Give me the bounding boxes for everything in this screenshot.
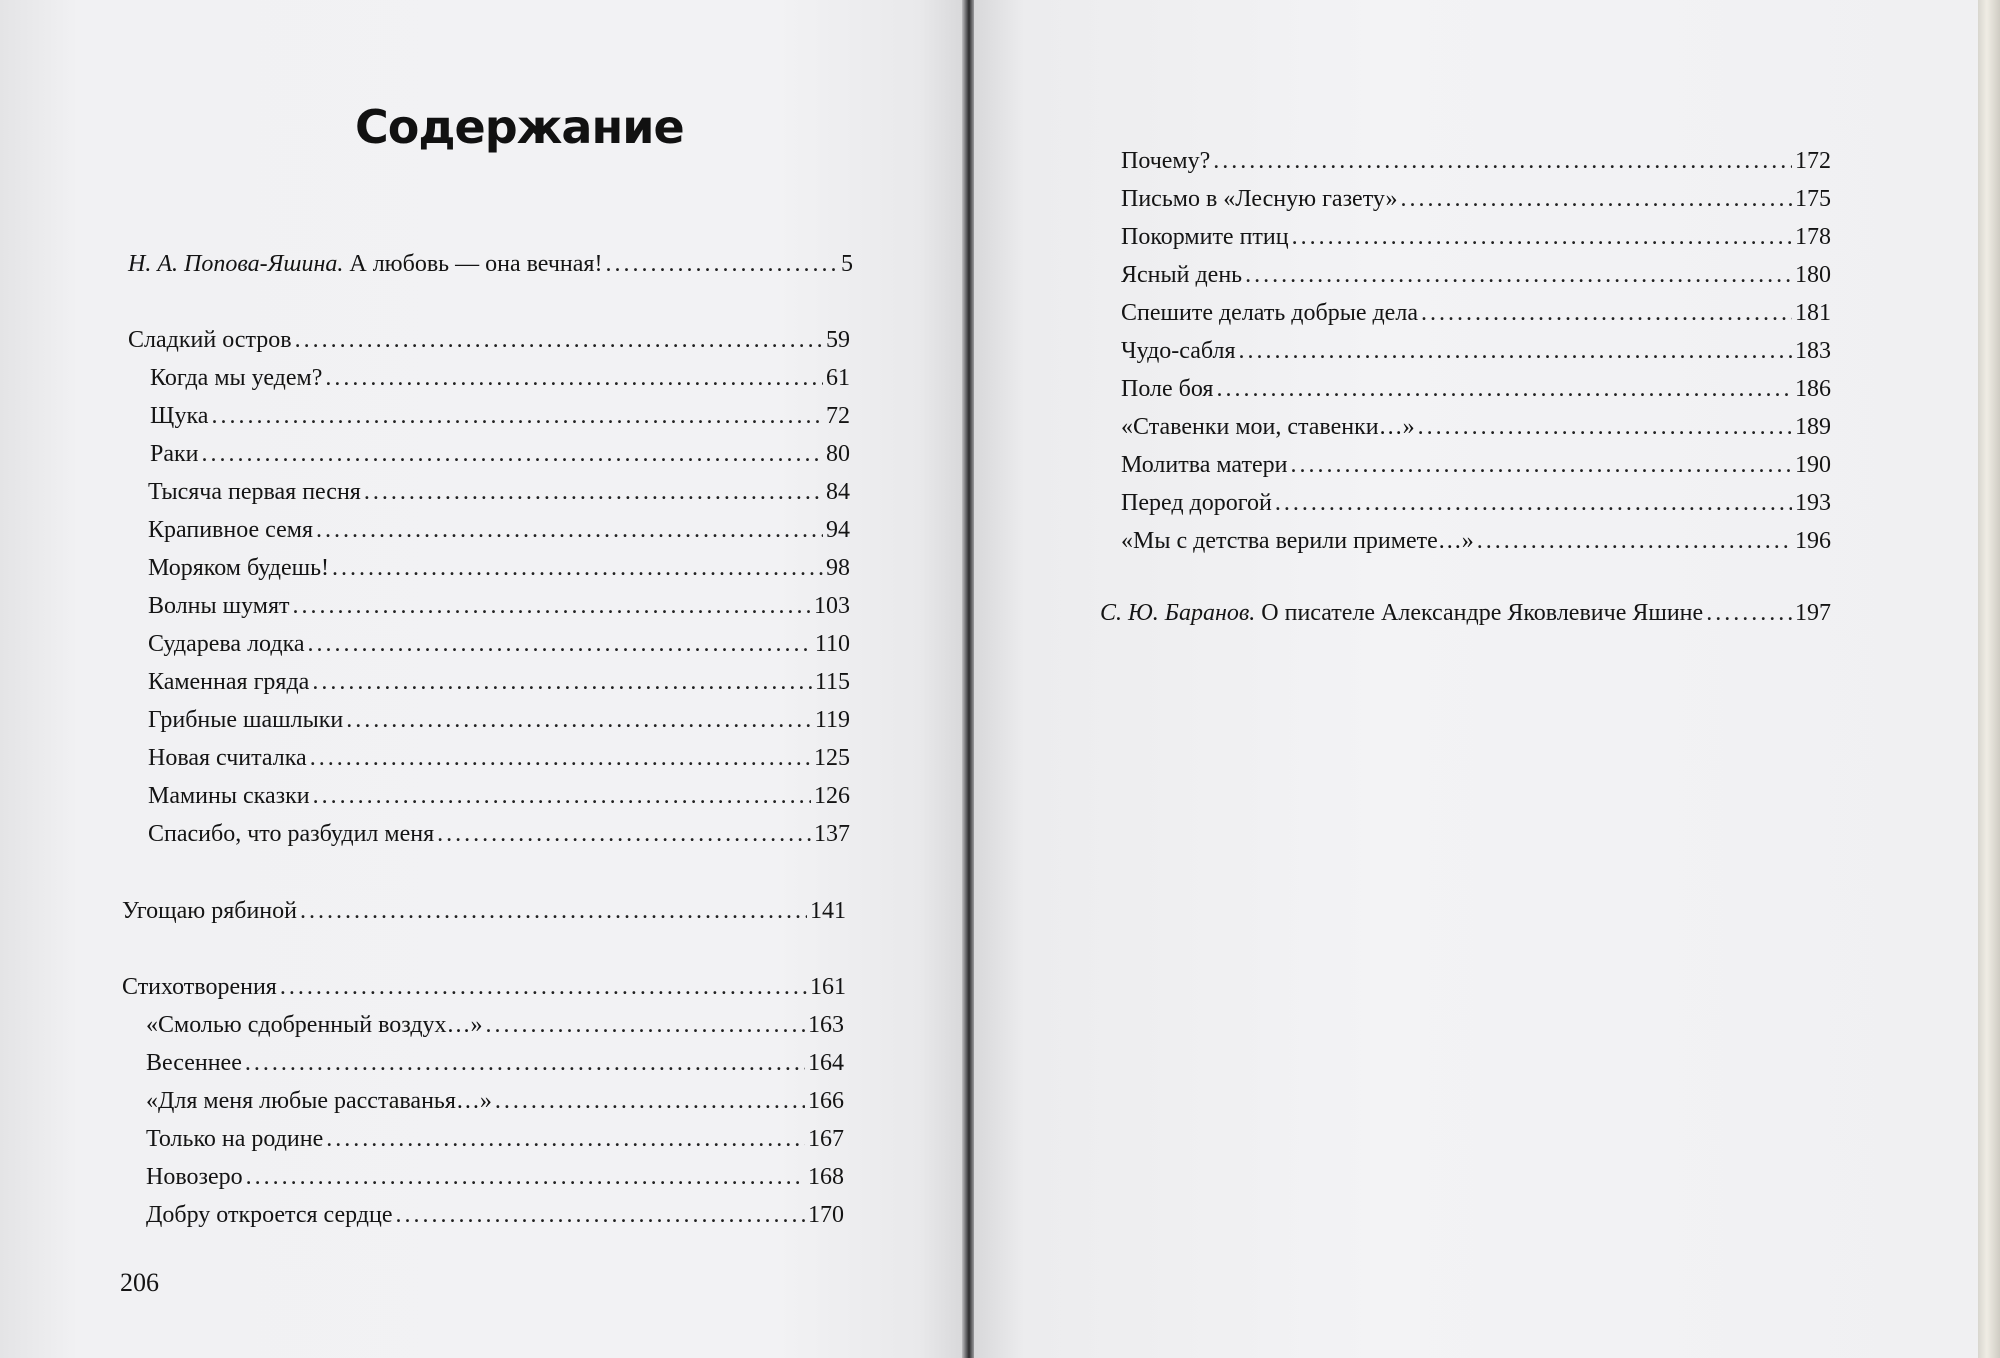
leader-dots xyxy=(300,896,807,926)
toc-entry-page: 193 xyxy=(1795,490,1831,516)
toc-entry-author: С. Ю. Баранов. xyxy=(1100,600,1256,626)
toc-entry xyxy=(1121,526,1831,556)
leader-dots xyxy=(211,401,823,431)
leader-dots xyxy=(1216,374,1792,404)
toc-entry-page: 103 xyxy=(814,593,850,619)
toc-entry xyxy=(146,1162,844,1192)
leader-dots xyxy=(437,819,811,849)
toc-entry-page: 72 xyxy=(826,403,850,429)
toc-entry-title: Когда мы уедем? xyxy=(150,365,323,391)
toc-entry-page: 163 xyxy=(808,1012,844,1038)
toc-entry-title: Поле боя xyxy=(1121,376,1214,402)
toc-entry-title: Сладкий остров xyxy=(128,327,292,353)
toc-entry xyxy=(128,249,853,279)
toc-entry-page: 197 xyxy=(1795,600,1831,626)
toc-entry-page: 161 xyxy=(810,974,846,1000)
leader-dots xyxy=(308,629,812,659)
toc-entry-page: 186 xyxy=(1795,376,1831,402)
toc-entry xyxy=(1121,412,1831,442)
leader-dots xyxy=(1292,222,1792,252)
leader-dots xyxy=(1290,450,1792,480)
toc-entry-title: Крапивное семя xyxy=(148,517,313,543)
toc-entry-title: Волны шумят xyxy=(148,593,290,619)
leader-dots xyxy=(495,1086,805,1116)
toc-entry-title: Каменная гряда xyxy=(148,669,310,695)
toc-entry xyxy=(1121,488,1831,518)
toc-entry-title: Сударева лодка xyxy=(148,631,305,657)
leader-dots xyxy=(312,667,812,697)
toc-entry-page: 126 xyxy=(814,783,850,809)
page-number: 206 xyxy=(120,1268,159,1297)
toc-entry xyxy=(1121,450,1831,480)
toc-entry-title: Почему? xyxy=(1121,148,1211,174)
toc-entry-title: Ясный день xyxy=(1121,262,1243,288)
leader-dots xyxy=(310,743,811,773)
toc-entry-title: Спешите делать добрые дела xyxy=(1121,300,1418,326)
toc-entry-page: 110 xyxy=(814,631,850,657)
toc-entry-title: «Мы с детства верили примете…» xyxy=(1121,528,1474,554)
toc-entry xyxy=(148,553,850,583)
toc-entry xyxy=(1121,260,1831,290)
page-title: Содержание xyxy=(355,100,684,154)
toc-entry xyxy=(148,705,850,735)
toc-entry xyxy=(150,401,850,431)
toc-entry-title: А любовь — она вечная! xyxy=(343,251,603,277)
toc-entry xyxy=(148,515,850,545)
leader-dots xyxy=(316,515,823,545)
leader-dots xyxy=(1239,336,1792,366)
toc-entry-page: 180 xyxy=(1795,262,1831,288)
toc-entry-title: Чудо-сабля xyxy=(1121,338,1236,364)
toc-entry-page: 168 xyxy=(808,1164,844,1190)
toc-entry xyxy=(148,667,850,697)
toc-entry xyxy=(148,819,850,849)
toc-entry-page: 175 xyxy=(1795,186,1831,212)
toc-entry xyxy=(146,1200,844,1230)
leader-dots xyxy=(332,553,823,583)
toc-entry-title: Покормите птиц xyxy=(1121,224,1289,250)
toc-entry-page: 119 xyxy=(814,707,850,733)
toc-entry xyxy=(1100,598,1831,628)
leader-dots xyxy=(346,705,812,735)
toc-entry xyxy=(146,1010,844,1040)
toc-entry-title: Молитва матери xyxy=(1121,452,1288,478)
toc-entry-title: «Ставенки мои, ставенки…» xyxy=(1121,414,1415,440)
right-page xyxy=(974,0,1978,1358)
toc-entry-title: Тысяча первая песня xyxy=(148,479,361,505)
toc-entry-title: О писателе Александре Яковлевиче Яшине xyxy=(1255,600,1704,626)
toc-entry-page: 59 xyxy=(826,327,850,353)
toc-entry xyxy=(148,629,850,659)
toc-entry xyxy=(148,781,850,811)
toc-entry xyxy=(122,972,846,1002)
toc-entry xyxy=(148,591,850,621)
toc-entry-page: 190 xyxy=(1795,452,1831,478)
toc-entry-title: Грибные шашлыки xyxy=(148,707,344,733)
toc-entry-title: Весеннее xyxy=(146,1050,242,1076)
toc-entry-author: Н. А. Попова-Яшина. xyxy=(128,251,344,277)
toc-entry-page: 167 xyxy=(808,1126,844,1152)
toc-entry-title: Спасибо, что разбудил меня xyxy=(148,821,435,847)
toc-entry xyxy=(128,325,850,355)
leader-dots xyxy=(325,363,823,393)
leader-dots xyxy=(396,1200,805,1230)
book-edge xyxy=(1978,0,2000,1358)
toc-entry-page: 115 xyxy=(814,669,850,695)
toc-entry-title: Письмо в «Лесную газету» xyxy=(1121,186,1398,212)
toc-entry-page: 94 xyxy=(826,517,850,543)
toc-entry-page: 189 xyxy=(1795,414,1831,440)
toc-entry-title: Щука xyxy=(150,403,209,429)
leader-dots xyxy=(280,972,807,1002)
toc-entry xyxy=(1121,184,1831,214)
leader-dots xyxy=(1706,598,1792,628)
toc-entry-title: Только на родине xyxy=(146,1126,324,1152)
toc-entry-title: Стихотворения xyxy=(122,974,277,1000)
toc-entry-title: Мамины сказки xyxy=(148,783,310,809)
toc-entry-title: Угощаю рябиной xyxy=(122,898,297,924)
toc-entry-title: Моряком будешь! xyxy=(148,555,330,581)
toc-entry-title: «Для меня любые расставанья…» xyxy=(146,1088,492,1114)
toc-entry xyxy=(146,1048,844,1078)
toc-entry xyxy=(1121,298,1831,328)
toc-entry-title: Новая считалка xyxy=(148,745,307,771)
toc-entry-title: Добру откроется сердце xyxy=(146,1202,393,1228)
toc-entry-page: 141 xyxy=(810,898,846,924)
leader-dots xyxy=(605,249,838,279)
toc-entry xyxy=(122,896,846,926)
leader-dots xyxy=(1421,298,1792,328)
leader-dots xyxy=(1400,184,1792,214)
leader-dots xyxy=(1213,146,1792,176)
leader-dots xyxy=(326,1124,805,1154)
leader-dots xyxy=(245,1048,805,1078)
toc-entry-page: 178 xyxy=(1795,224,1831,250)
leader-dots xyxy=(364,477,823,507)
toc-entry xyxy=(1121,336,1831,366)
toc-entry-page: 84 xyxy=(826,479,850,505)
toc-entry-page: 172 xyxy=(1795,148,1831,174)
toc-entry-page: 166 xyxy=(808,1088,844,1114)
toc-entry-page: 61 xyxy=(826,365,850,391)
toc-entry-page: 137 xyxy=(814,821,850,847)
leader-dots xyxy=(486,1010,805,1040)
toc-entry xyxy=(148,743,850,773)
leader-dots xyxy=(293,591,811,621)
toc-entry xyxy=(146,1124,844,1154)
toc-entry-title: Перед дорогой xyxy=(1121,490,1272,516)
toc-entry-title: «Смолью сдобренный воздух…» xyxy=(146,1012,483,1038)
toc-entry xyxy=(148,477,850,507)
toc-entry-page: 164 xyxy=(808,1050,844,1076)
leader-dots xyxy=(1275,488,1792,518)
toc-entry xyxy=(150,363,850,393)
toc-entry-page: 5 xyxy=(841,251,853,277)
toc-entry-page: 170 xyxy=(808,1202,844,1228)
toc-entry-page: 181 xyxy=(1795,300,1831,326)
toc-entry-page: 80 xyxy=(826,441,850,467)
toc-entry-title: Раки xyxy=(150,441,199,467)
toc-entry-label xyxy=(128,249,602,279)
toc-entry xyxy=(1121,146,1831,176)
toc-entry-title: Новозеро xyxy=(146,1164,243,1190)
leader-dots xyxy=(202,439,823,469)
leader-dots xyxy=(1245,260,1792,290)
toc-entry-page: 98 xyxy=(826,555,850,581)
leader-dots xyxy=(1477,526,1792,556)
left-page xyxy=(0,0,968,1358)
toc-entry-label xyxy=(1100,598,1703,628)
toc-entry xyxy=(150,439,850,469)
toc-entry-page: 196 xyxy=(1795,528,1831,554)
leader-dots xyxy=(246,1162,805,1192)
toc-entry xyxy=(146,1086,844,1116)
leader-dots xyxy=(1418,412,1792,442)
toc-entry-page: 183 xyxy=(1795,338,1831,364)
toc-entry xyxy=(1121,374,1831,404)
leader-dots xyxy=(295,325,823,355)
toc-entry-page: 125 xyxy=(814,745,850,771)
leader-dots xyxy=(313,781,811,811)
toc-entry xyxy=(1121,222,1831,252)
